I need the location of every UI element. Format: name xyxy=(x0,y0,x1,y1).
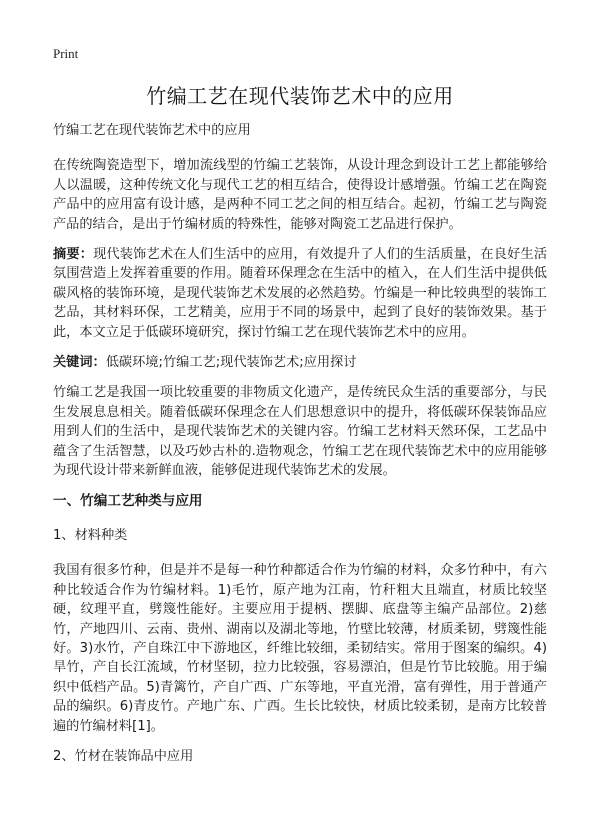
keywords-paragraph xyxy=(53,353,547,372)
intro-paragraph: 在传统陶瓷造型下，增加流线型的竹编工艺装饰，从设计理念到设计工艺上都能够给人以温暖，这种传统文化与现代工艺的相互结合，使得设计感增强。竹编工艺在陶瓷产品中的应用富有设计感，是两种不同工艺之间的相互结合。起初，竹编工艺与陶瓷产品的结合，是出于竹编材质的特殊性，能够对陶瓷工艺品进行保护。 xyxy=(53,158,547,232)
abstract-label: 摘要： xyxy=(53,247,94,263)
abstract-paragraph xyxy=(53,245,547,342)
abstract-text: 现代装饰艺术在人们生活中的应用，有效提升了人们的生活质量，在良好生活氛围营造上发挥着重要的作用。随着环保理念在生活中的植入，在人们生活中提供低碳风格的装饰环境，是现代装饰艺术发展的必然趋势。竹编是一种比较典型的装饰工艺品，其材料环保，工艺精美，应用于不同的场景中，起到了良好的装饰效果。基于此，本文立足于低碳环境研究，探讨竹编工艺在现代装饰艺术中的应用。 xyxy=(53,247,548,340)
materials-paragraph: 我国有很多竹种，但是并不是每一种竹种都适合作为竹编的材料，众多竹种中，有六种比较适合作为竹编材料。1)毛竹，原产地为江南，竹秆粗大且端直，材质比较坚硬，纹理平直，劈篾性能好。主要应用于提柄、摆脚、底盘等主编产品部位。2)慈竹，产地四川、云南、贵州、湖南以及湖北等地，竹壁比较薄，材质柔韧，劈篾性能好。3)水竹，产自珠江中下游地区，纤维比较细，柔韧结实。常用于图案的编织。4)旱竹，产自长江流域，竹材坚韧，拉力比较强，容易漂泊，但是竹节比较脆。用于编织中低档产品。5)青篱竹，产自广西、广东等地，平直光滑，富有弹性，用于普通产品的编织。6)青皮竹。产地广东、广西。生长比较快，材质比较柔韧，是南方比较普遍的竹编材料[1]。 xyxy=(53,563,547,734)
keywords-text: 低碳环境;竹编工艺;现代装饰艺术;应用探讨 xyxy=(105,355,357,371)
section-heading-1: 一、竹编工艺种类与应用 xyxy=(53,492,203,509)
document-body xyxy=(53,121,547,782)
print-link[interactable]: Print xyxy=(53,46,79,61)
subsection-heading-application: 2、竹材在装饰品中应用 xyxy=(53,748,194,764)
document-title: 竹编工艺在现代装饰艺术中的应用 xyxy=(146,84,454,108)
keywords-label: 关键词： xyxy=(53,355,106,371)
subsection-heading-materials: 1、材料种类 xyxy=(53,527,128,543)
background-paragraph: 竹编工艺是我国一项比较重要的非物质文化遗产，是传统民众生活的重要部分，与民生发展息息相关。随着低碳环保理念在人们思想意识中的提升，将低碳环保装饰品应用到人们的生活中，是现代装饰艺术的关键内容。竹编工艺材料天然环保，工艺品中蕴含了生活智慧，以及巧妙古朴的.造物观念，竹编工艺在现代装饰艺术中的应用能够为现代设计带来新鲜血液，能够促进现代装饰艺术的发展。 xyxy=(53,385,547,479)
document-subtitle: 竹编工艺在现代装饰艺术中的应用 xyxy=(53,123,251,138)
